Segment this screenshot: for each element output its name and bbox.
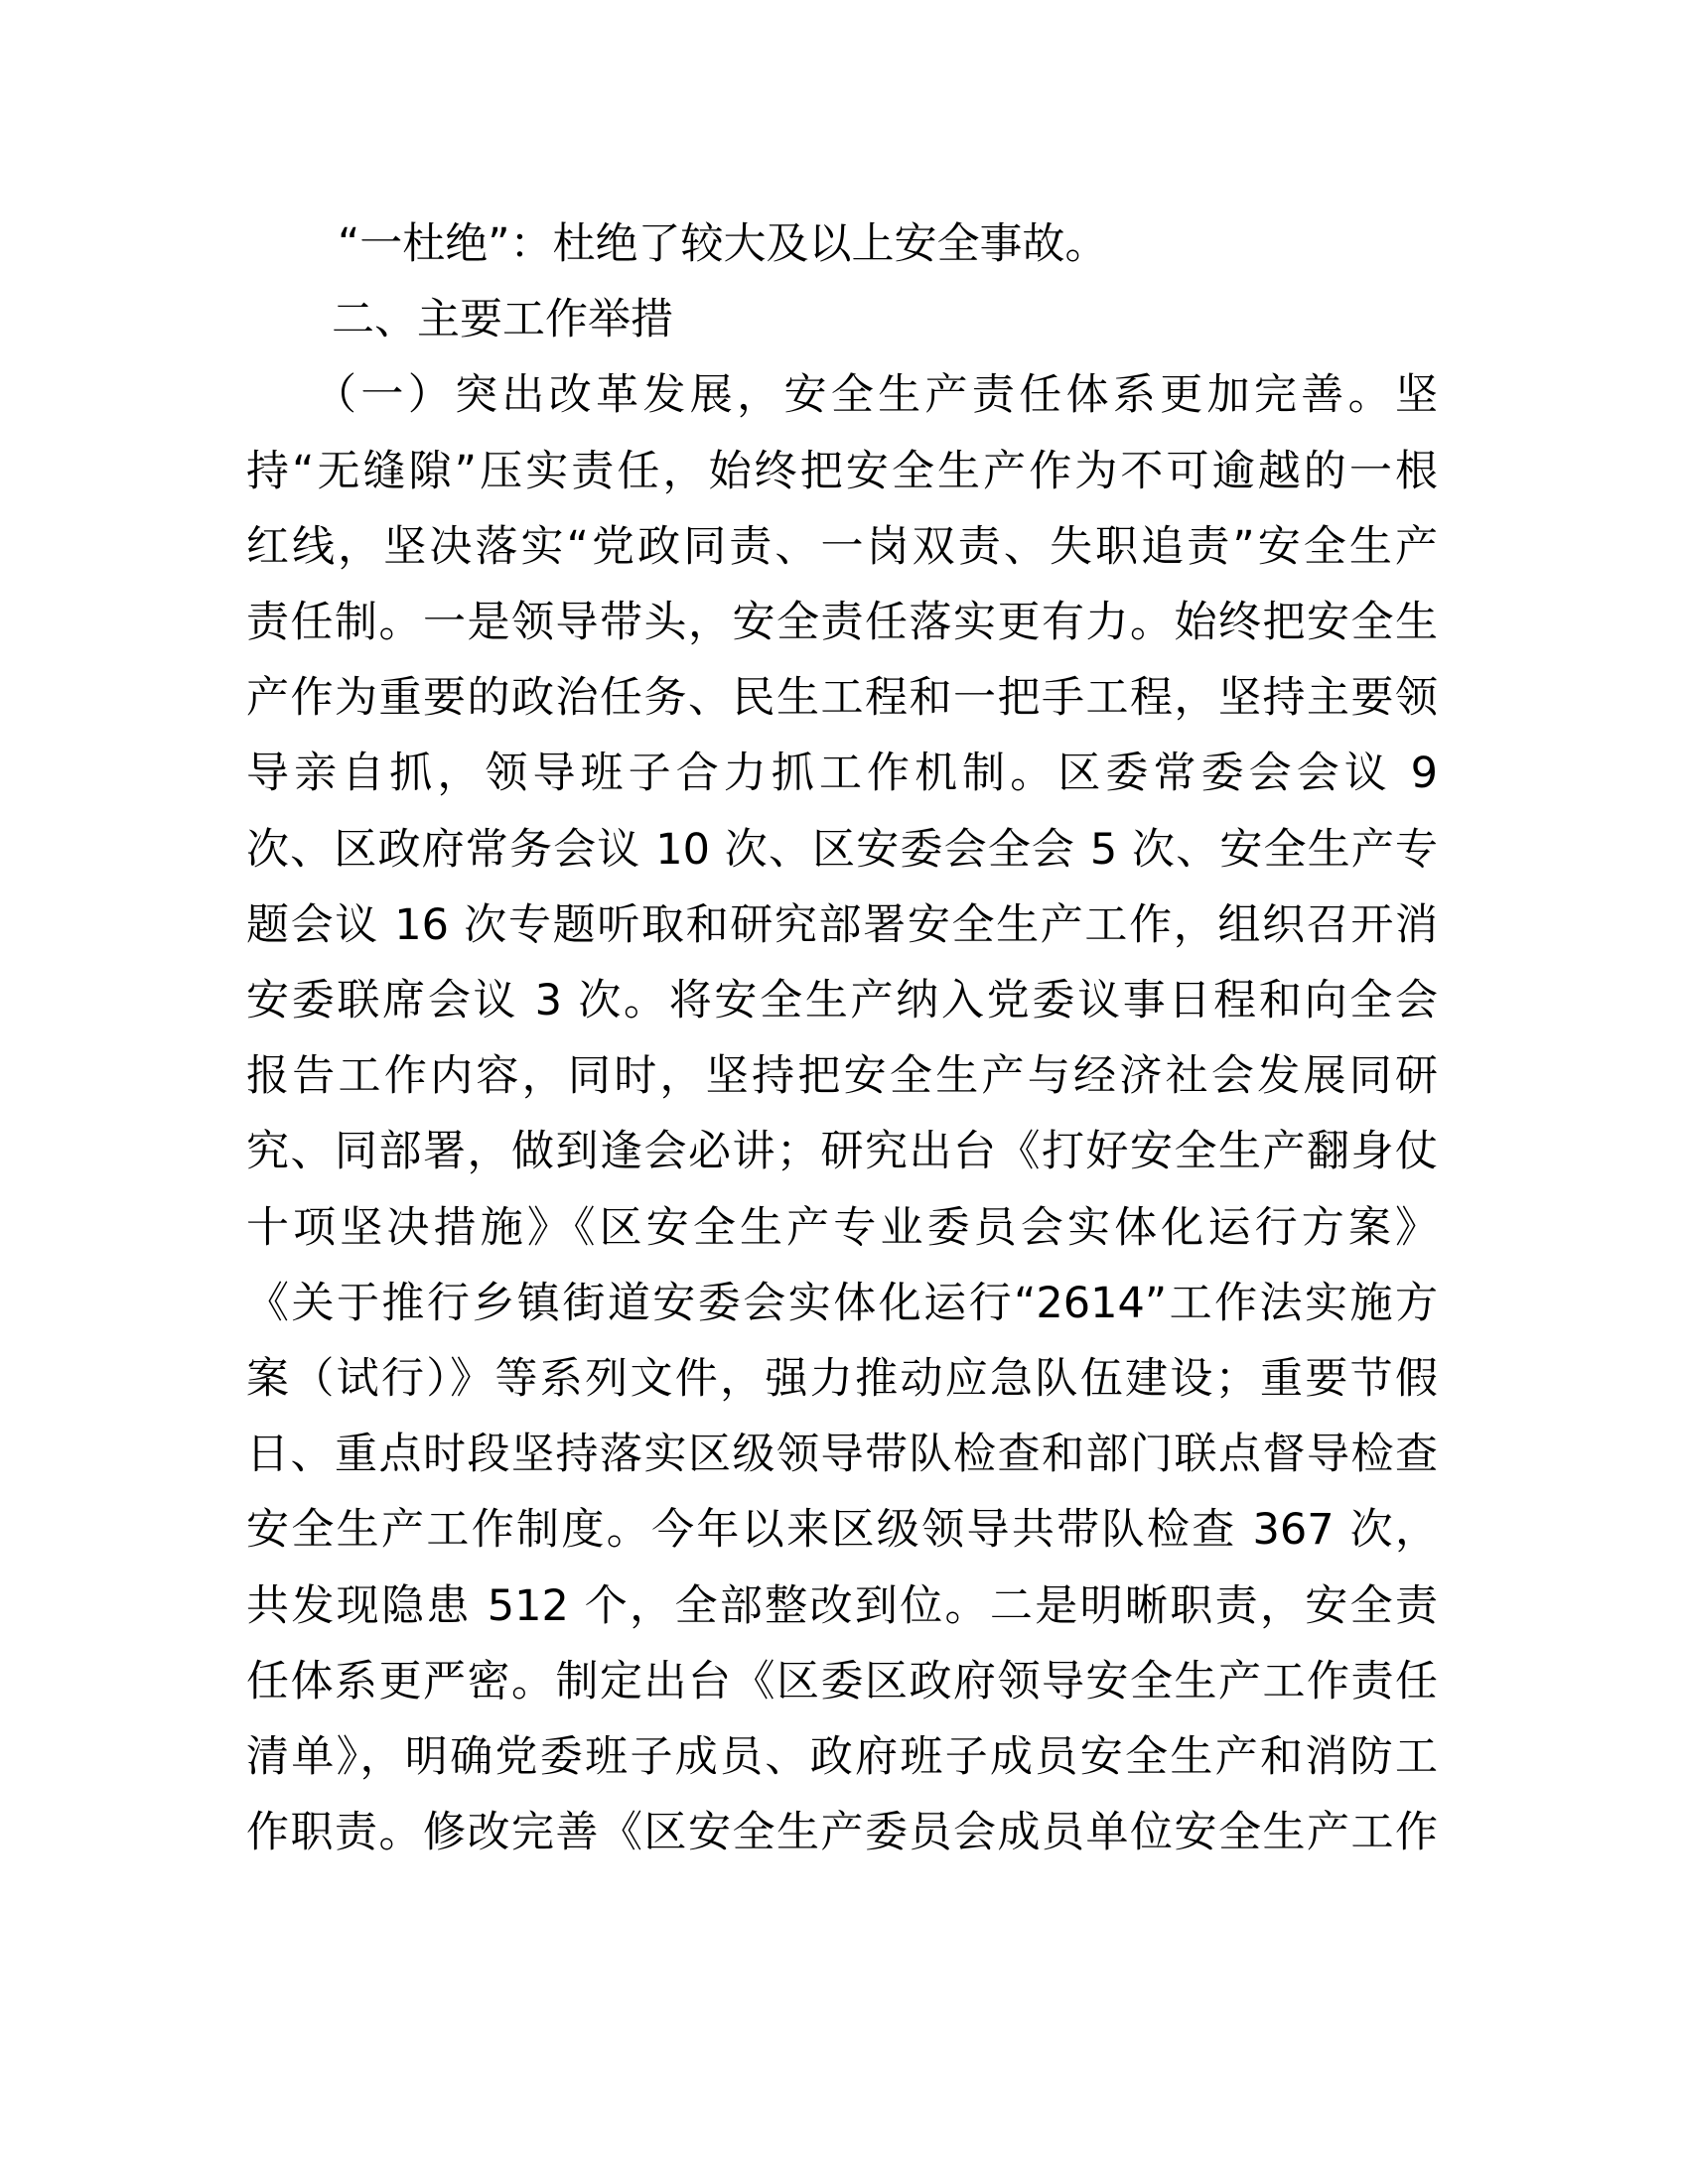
paragraph-line-11: 安委联席会议 3 次。将安全生产纳入党委议事日程和向全会 (246, 976, 1438, 1026)
paragraph-line-1: “一杜绝”：杜绝了较大及以上安全事故。 (338, 219, 1108, 269)
paragraph-line-21: 清单》，明确党委班子成员、政府班子成员安全生产和消防工 (246, 1732, 1438, 1783)
paragraph-line-10: 题会议 16 次专题听取和研究部署安全生产工作，组织召开消 (246, 899, 1438, 950)
paragraph-line-8: 导亲自抓，领导班子合力抓工作机制。区委常委会会议 9 (246, 749, 1438, 799)
paragraph-line-6: 责任制。一是领导带头，安全责任落实更有力。始终把安全生 (246, 598, 1438, 648)
paragraph-line-16: 案（试行）》等系列文件，强力推动应急队伍建设；重要节假 (246, 1354, 1438, 1405)
paragraph-line-9: 次、区政府常务会议 10 次、区安委会全会 5 次、安全生产专 (246, 824, 1438, 875)
paragraph-line-18: 安全生产工作制度。今年以来区级领导共带队检查 367 次， (246, 1505, 1438, 1556)
paragraph-line-3: （一）突出改革发展，安全生产责任体系更加完善。坚 (314, 370, 1438, 421)
document-body (246, 206, 1438, 1870)
paragraph-line-7: 产作为重要的政治任务、民生工程和一把手工程，坚持主要领 (246, 673, 1438, 724)
paragraph-line-4: 持“无缝隙”压实责任，始终把安全生产作为不可逾越的一根 (246, 446, 1438, 496)
paragraph-line-14: 十项坚决措施》《区安全生产专业委员会实体化运行方案》 (246, 1202, 1438, 1253)
paragraph-line-13: 究、同部署，做到逢会必讲；研究出台《打好安全生产翻身仗 (246, 1127, 1438, 1177)
paragraph-line-12: 报告工作内容，同时，坚持把安全生产与经济社会发展同研 (246, 1051, 1438, 1102)
paragraph-line-20: 任体系更严密。制定出台《区委区政府领导安全生产工作责任 (246, 1656, 1438, 1706)
paragraph-line-15: 《关于推行乡镇街道安委会实体化运行“2614”工作法实施方 (246, 1278, 1438, 1328)
paragraph-line-19: 共发现隐患 512 个，全部整改到位。二是明晰职责，安全责 (246, 1580, 1438, 1631)
section-heading: 二、主要工作举措 (332, 295, 673, 345)
paragraph-line-17: 日、重点时段坚持落实区级领导带队检查和部门联点督导检查 (246, 1430, 1438, 1480)
paragraph-line-5: 红线，坚决落实“党政同责、一岗双责、失职追责”安全生产 (246, 521, 1438, 572)
paragraph-line-22: 作职责。修改完善《区安全生产委员会成员单位安全生产工作 (246, 1808, 1438, 1858)
